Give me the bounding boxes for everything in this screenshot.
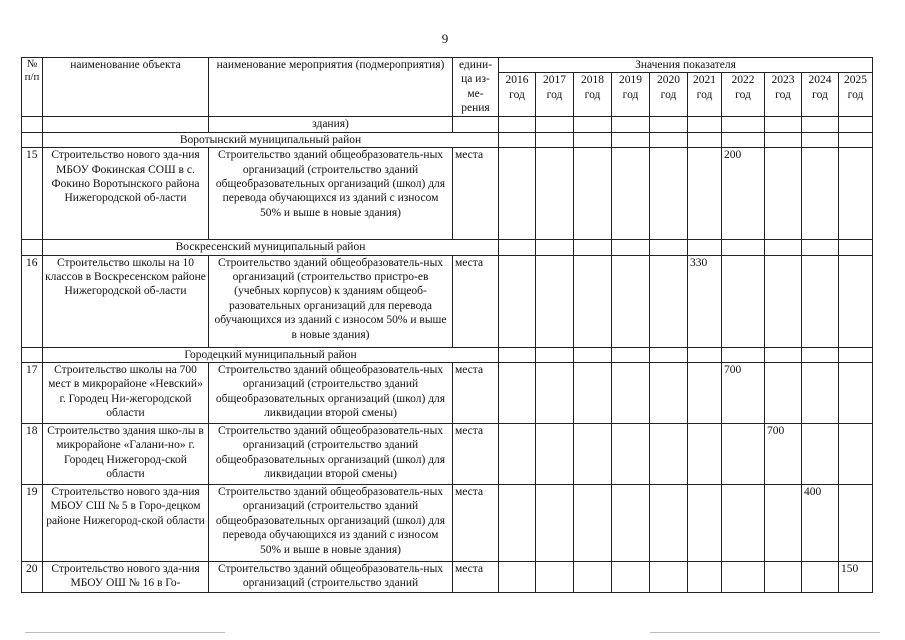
object-name: Строительство школы на 700 мест в микрорайоне «Невский» г. Городец Ни-жегородской области bbox=[43, 363, 209, 424]
value-cell bbox=[499, 562, 536, 593]
object-name: Строительство нового зда-ния МБОУ ОШ № 16 в Го- bbox=[43, 562, 209, 593]
value-cell bbox=[536, 148, 574, 240]
value-cell bbox=[612, 424, 650, 485]
value-cell bbox=[839, 424, 873, 485]
value-cell bbox=[499, 148, 536, 240]
value-cell: 700 bbox=[722, 363, 765, 424]
value-cell bbox=[765, 562, 802, 593]
value-cell bbox=[536, 485, 574, 562]
measure-name: Строительство зданий общеобразователь-ных организаций (строительство зданий общеобразовательных организаций (школ) для ликвидации второй смены) bbox=[209, 424, 453, 485]
value-cell bbox=[802, 562, 839, 593]
value-cell: 700 bbox=[765, 424, 802, 485]
value-cell bbox=[536, 562, 574, 593]
unit-cell: места bbox=[453, 148, 499, 240]
value-cell bbox=[536, 255, 574, 347]
value-cell bbox=[574, 363, 612, 424]
value-cell bbox=[802, 148, 839, 240]
value-cell bbox=[612, 363, 650, 424]
value-cell bbox=[612, 562, 650, 593]
value-cell bbox=[650, 485, 688, 562]
measure-name: Строительство зданий общеобразователь-ных организаций (строительство зданий общеобразовательных организаций (школ) для перевода обучающихся из зданий с износом 50% и выше в новые здания) bbox=[209, 148, 453, 240]
value-cell bbox=[802, 255, 839, 347]
value-cell bbox=[802, 363, 839, 424]
row-number: 19 bbox=[22, 485, 43, 562]
value-cell bbox=[536, 424, 574, 485]
value-cell bbox=[688, 562, 722, 593]
header-year-5: 2021 год bbox=[688, 73, 722, 117]
header-year-8: 2024 год bbox=[802, 73, 839, 117]
unit-cell: места bbox=[453, 255, 499, 347]
value-cell bbox=[574, 562, 612, 593]
unit-cell: места bbox=[453, 485, 499, 562]
table-row bbox=[22, 363, 873, 424]
scan-artifact-line bbox=[650, 632, 880, 633]
header-num: № п/п bbox=[22, 58, 43, 117]
row-number: 15 bbox=[22, 148, 43, 240]
header-year-3: 2019 год bbox=[612, 73, 650, 117]
value-cell bbox=[839, 363, 873, 424]
object-name: Строительство здания шко-лы в микрорайоне «Галани-но» г. Городец Нижегород-ской области bbox=[43, 424, 209, 485]
region-row bbox=[22, 240, 873, 255]
header-row bbox=[22, 58, 873, 73]
value-cell: 150 bbox=[839, 562, 873, 593]
object-name: Строительство нового зда-ния МБОУ СШ № 5 в Горо-децком районе Нижегород-ской области bbox=[43, 485, 209, 562]
value-cell bbox=[574, 485, 612, 562]
value-cell bbox=[688, 424, 722, 485]
value-cell bbox=[499, 363, 536, 424]
unit-cell: места bbox=[453, 424, 499, 485]
header-year-6: 2022 год bbox=[722, 73, 765, 117]
header-year-4: 2020 год bbox=[650, 73, 688, 117]
value-cell bbox=[499, 255, 536, 347]
value-cell bbox=[839, 485, 873, 562]
table-row bbox=[22, 255, 873, 347]
value-cell bbox=[650, 562, 688, 593]
region-row bbox=[22, 132, 873, 147]
scan-artifact-line bbox=[25, 632, 225, 633]
header-year-1: 2017 год bbox=[536, 73, 574, 117]
value-cell bbox=[722, 255, 765, 347]
object-name: Строительство нового зда-ния МБОУ Фокинская СОШ в с. Фокино Воротынского района Нижегородской об-ласти bbox=[43, 148, 209, 240]
value-cell bbox=[612, 255, 650, 347]
measure-name: Строительство зданий общеобразователь-ных организаций (строительство пристро-ев (учебных корпусов) к зданиям общеоб-разовательных организаций для перевода обучающихся из зданий с износом 50% и выше в новые здания) bbox=[209, 255, 453, 347]
header-year-7: 2023 год bbox=[765, 73, 802, 117]
header-year-9: 2025 год bbox=[839, 73, 873, 117]
region-name: Воротынский муниципальный район bbox=[43, 132, 499, 147]
table-row bbox=[22, 562, 873, 593]
value-cell: 400 bbox=[802, 485, 839, 562]
value-cell bbox=[765, 363, 802, 424]
value-cell bbox=[499, 424, 536, 485]
table-row bbox=[22, 485, 873, 562]
value-cell bbox=[839, 255, 873, 347]
continuation-row bbox=[22, 117, 873, 132]
value-cell bbox=[650, 424, 688, 485]
header-unit: едини-ца из-ме-рения bbox=[453, 58, 499, 117]
continuation-text: здания) bbox=[209, 117, 453, 132]
value-cell bbox=[802, 424, 839, 485]
table-row bbox=[22, 148, 873, 240]
header-measure: наименование мероприятия (подмероприятия) bbox=[209, 58, 453, 117]
header-values-title: Значения показателя bbox=[499, 58, 873, 73]
value-cell bbox=[765, 485, 802, 562]
value-cell bbox=[612, 148, 650, 240]
value-cell bbox=[688, 485, 722, 562]
value-cell bbox=[574, 255, 612, 347]
row-number: 18 bbox=[22, 424, 43, 485]
value-cell bbox=[765, 255, 802, 347]
measure-name: Строительство зданий общеобразователь-ных организаций (строительство зданий общеобразовательных организаций (школ) для перевода обучающихся из зданий с износом 50% и выше в новые здания) bbox=[209, 485, 453, 562]
header-year-2: 2018 год bbox=[574, 73, 612, 117]
header-year-0: 2016 год bbox=[499, 73, 536, 117]
value-cell bbox=[650, 255, 688, 347]
value-cell bbox=[574, 424, 612, 485]
value-cell bbox=[765, 148, 802, 240]
value-cell bbox=[650, 148, 688, 240]
value-cell bbox=[574, 148, 612, 240]
value-cell bbox=[536, 363, 574, 424]
value-cell: 330 bbox=[688, 255, 722, 347]
table-row bbox=[22, 424, 873, 485]
value-cell bbox=[688, 148, 722, 240]
region-name: Воскресенский муниципальный район bbox=[43, 240, 499, 255]
indicator-table bbox=[21, 57, 873, 593]
unit-cell: места bbox=[453, 363, 499, 424]
value-cell: 200 bbox=[722, 148, 765, 240]
value-cell bbox=[839, 148, 873, 240]
row-number: 20 bbox=[22, 562, 43, 593]
region-row bbox=[22, 347, 873, 362]
value-cell bbox=[722, 424, 765, 485]
value-cell bbox=[688, 363, 722, 424]
header-object: наименование объекта bbox=[43, 58, 209, 117]
object-name: Строительство школы на 10 классов в Воскресенском районе Нижегородской об-ласти bbox=[43, 255, 209, 347]
row-number: 17 bbox=[22, 363, 43, 424]
unit-cell: места bbox=[453, 562, 499, 593]
measure-name: Строительство зданий общеобразователь-ных организаций (строительство зданий общеобразовательных организаций (школ) для ликвидации второй смены) bbox=[209, 363, 453, 424]
value-cell bbox=[612, 485, 650, 562]
value-cell bbox=[499, 485, 536, 562]
region-name: Городецкий муниципальный район bbox=[43, 347, 499, 362]
value-cell bbox=[650, 363, 688, 424]
value-cell bbox=[722, 562, 765, 593]
value-cell bbox=[722, 485, 765, 562]
measure-name: Строительство зданий общеобразователь-ных организаций (строительство зданий bbox=[209, 562, 453, 593]
row-number: 16 bbox=[22, 255, 43, 347]
page-number: 9 bbox=[441, 31, 449, 46]
